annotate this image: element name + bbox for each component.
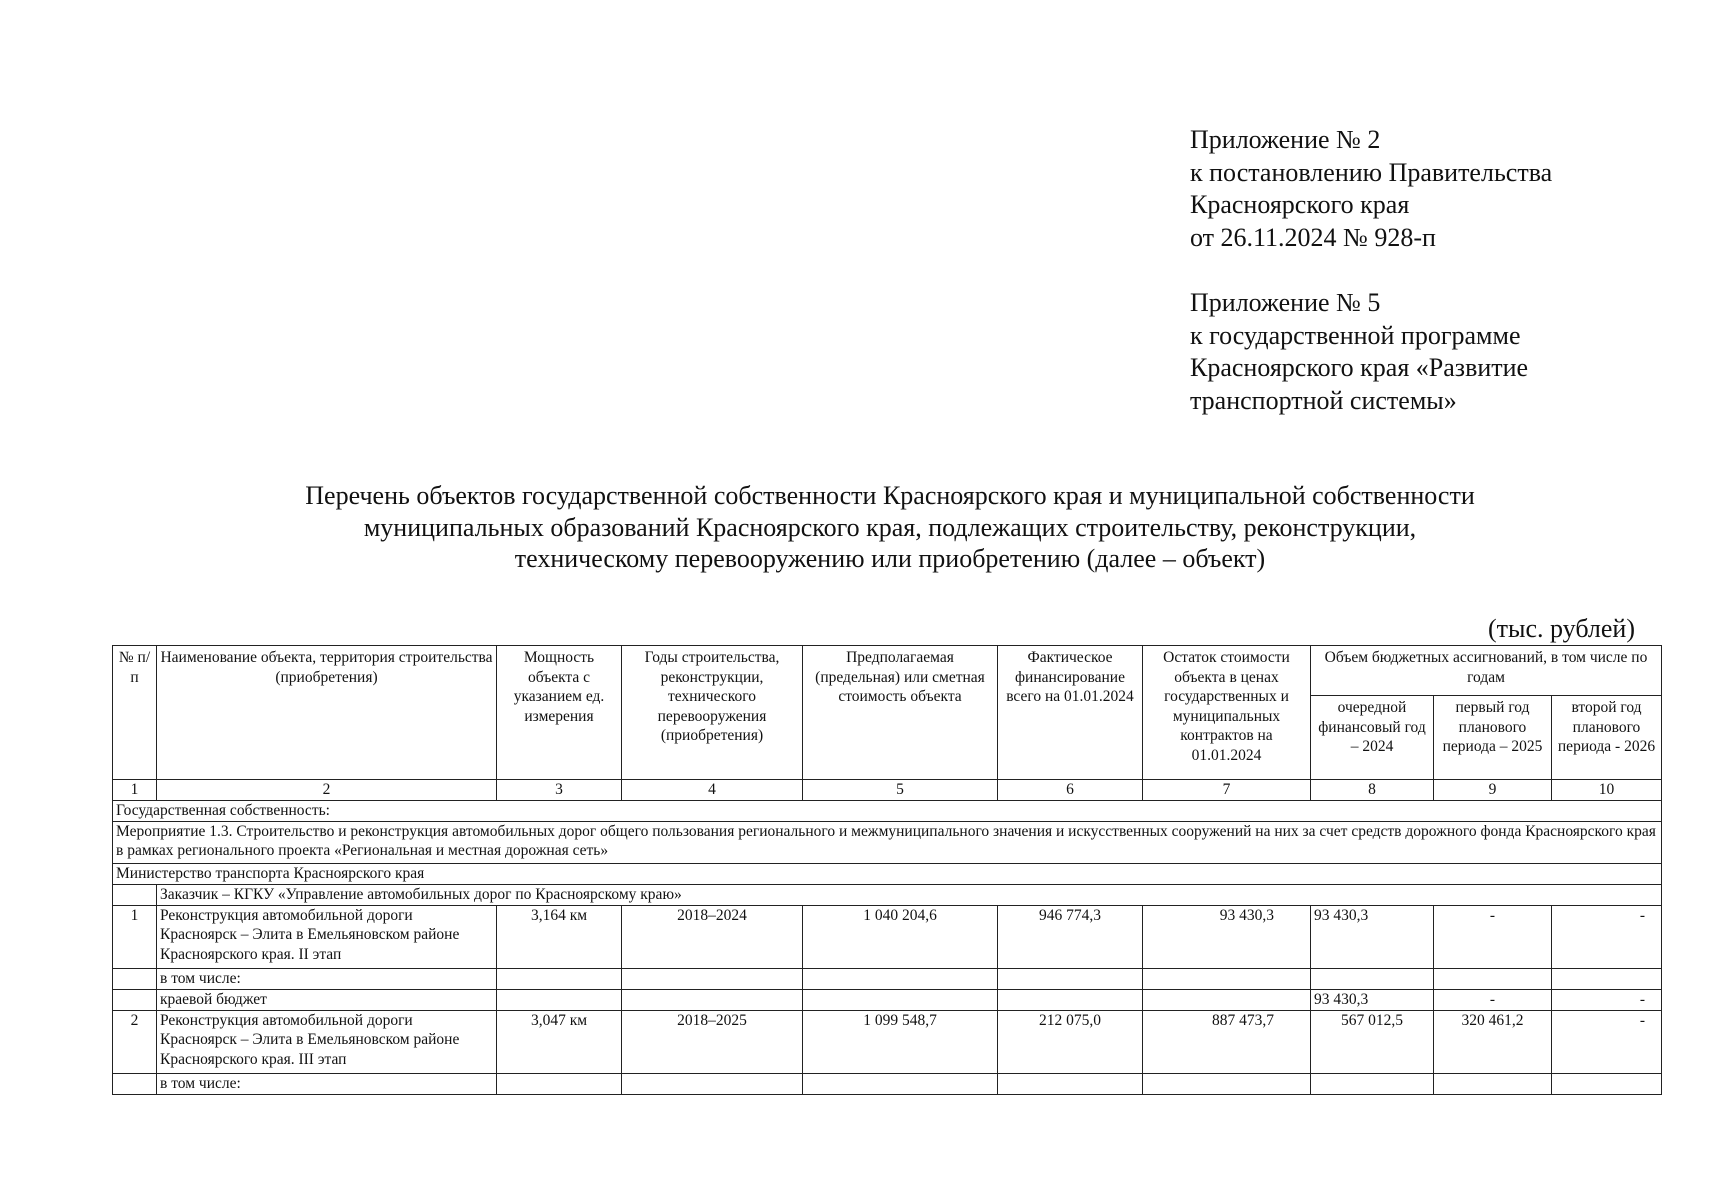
row-capacity: 3,047 км	[497, 1010, 622, 1073]
row-y2024: 93 430,3	[1311, 989, 1434, 1010]
empty-cell	[1143, 989, 1311, 1010]
row-y2025: 320 461,2	[1434, 1010, 1552, 1073]
empty-cell	[998, 1073, 1143, 1094]
section-row-measure	[113, 821, 1662, 863]
table-row	[113, 989, 1662, 1010]
empty-cell	[622, 989, 803, 1010]
header-budget-group: Объем бюджетных ассигнований, в том числе по годам	[1311, 646, 1662, 696]
section-customer: Заказчик – КГКУ «Управление автомобильных дорог по Красноярскому краю»	[157, 884, 1662, 905]
appendix-2-line: к государственной программе	[1190, 320, 1521, 350]
empty-cell	[803, 989, 998, 1010]
row-num: 1	[113, 905, 157, 968]
row-years: 2018–2024	[622, 905, 803, 968]
table-row	[113, 1010, 1662, 1073]
appendix-1-line: Приложение № 2	[1190, 125, 1381, 154]
empty-cell	[803, 1073, 998, 1094]
empty-cell	[1311, 968, 1434, 989]
column-number: 5	[803, 780, 998, 801]
empty-cell	[497, 968, 622, 989]
appendix-2-block	[1190, 287, 1528, 417]
appendix-2-line: Приложение № 5	[1190, 288, 1381, 317]
appendix-1-line: к постановлению Правительства	[1190, 157, 1553, 187]
section-row-ownership	[113, 800, 1662, 821]
appendix-1-line: от 26.11.2024 № 928-п	[1190, 222, 1436, 252]
column-number: 3	[497, 780, 622, 801]
row-estimated-cost: 1 099 548,7	[803, 1010, 998, 1073]
row-y2025: -	[1434, 905, 1552, 968]
column-number: 9	[1434, 780, 1552, 801]
row-name: Реконструкция автомобильной дороги Красноярск – Элита в Емельяновском районе Красноярского края. II этап	[157, 905, 497, 968]
row-y2025: -	[1434, 989, 1552, 1010]
header-row	[113, 646, 1662, 696]
row-y2026: -	[1552, 989, 1662, 1010]
row-y2024: 567 012,5	[1311, 1010, 1434, 1073]
header-year-2026: второй год планового периода - 2026	[1552, 696, 1662, 780]
section-row-customer	[113, 884, 1662, 905]
column-number: 1	[113, 780, 157, 801]
section-row-ministry	[113, 863, 1662, 884]
row-num: 2	[113, 1010, 157, 1073]
table-row	[113, 905, 1662, 968]
title-line: Перечень объектов государственной собственности Красноярского края и муниципальной собственности	[305, 481, 1475, 510]
empty-cell	[622, 1073, 803, 1094]
row-actual-financing: 946 774,3	[998, 905, 1143, 968]
row-capacity: 3,164 км	[497, 905, 622, 968]
column-number: 6	[998, 780, 1143, 801]
header-num: № п/п	[113, 646, 157, 780]
table-row	[113, 1073, 1662, 1094]
empty-cell	[622, 968, 803, 989]
row-estimated-cost: 1 040 204,6	[803, 905, 998, 968]
header-year-2024: очередной финансовый год – 2024	[1311, 696, 1434, 780]
empty-cell	[497, 1073, 622, 1094]
row-y2024: 93 430,3	[1311, 905, 1434, 968]
empty-cell	[113, 968, 157, 989]
empty-cell	[1143, 1073, 1311, 1094]
appendix-2-line: Красноярского края «Развитие	[1190, 353, 1529, 382]
row-name: в том числе:	[157, 1073, 497, 1094]
empty-cell	[113, 1073, 157, 1094]
empty-cell	[113, 989, 157, 1010]
empty-cell	[1434, 968, 1552, 989]
empty-cell	[497, 989, 622, 1010]
appendix-1-line: Красноярского края	[1190, 190, 1410, 219]
empty-cell	[113, 884, 157, 905]
column-number: 7	[1143, 780, 1311, 801]
document-title	[0, 480, 1719, 575]
header-years: Годы строительства, реконструкции, технического перевооружения (приобретения)	[622, 646, 803, 780]
header-estimated-cost: Предполагаемая (предельная) или сметная стоимость объекта	[803, 646, 998, 780]
units-label: (тыс. рублей)	[1487, 614, 1635, 643]
row-actual-financing: 212 075,0	[998, 1010, 1143, 1073]
section-ministry: Министерство транспорта Красноярского края	[113, 863, 1662, 884]
header-remaining-cost: Остаток стоимости объекта в ценах государственных и муниципальных контрактов на 01.01.2024	[1143, 646, 1311, 780]
objects-table	[112, 645, 1662, 1095]
row-years: 2018–2025	[622, 1010, 803, 1073]
column-number: 10	[1552, 780, 1662, 801]
header-capacity: Мощность объекта с указанием ед. измерения	[497, 646, 622, 780]
column-number-row	[113, 780, 1662, 801]
title-line: муниципальных образований Красноярского края, подлежащих строительству, реконструкции,	[363, 512, 1417, 542]
title-line: техническому перевооружению или приобретению (далее – объект)	[514, 544, 1266, 573]
empty-cell	[1552, 968, 1662, 989]
column-number: 2	[157, 780, 497, 801]
row-name: Реконструкция автомобильной дороги Красноярск – Элита в Емельяновском районе Красноярского края. III этап	[157, 1010, 497, 1073]
header-actual-financing: Фактическое финансирование всего на 01.01.2024	[998, 646, 1143, 780]
appendix-2-line: транспортной системы»	[1190, 385, 1457, 415]
column-number: 4	[622, 780, 803, 801]
header-name: Наименование объекта, территория строительства (приобретения)	[157, 646, 497, 780]
empty-cell	[1143, 968, 1311, 989]
empty-cell	[998, 968, 1143, 989]
empty-cell	[803, 968, 998, 989]
row-name: краевой бюджет	[157, 989, 497, 1010]
row-name: в том числе:	[157, 968, 497, 989]
empty-cell	[1434, 1073, 1552, 1094]
column-number: 8	[1311, 780, 1434, 801]
table-row	[113, 968, 1662, 989]
row-y2026: -	[1552, 905, 1662, 968]
empty-cell	[1311, 1073, 1434, 1094]
appendix-1-block	[1190, 124, 1552, 254]
empty-cell	[998, 989, 1143, 1010]
section-ownership: Государственная собственность:	[113, 800, 1662, 821]
row-remaining-cost: 887 473,7	[1143, 1010, 1311, 1073]
row-y2026: -	[1552, 1010, 1662, 1073]
header-year-2025: первый год планового периода – 2025	[1434, 696, 1552, 780]
empty-cell	[1552, 1073, 1662, 1094]
row-remaining-cost: 93 430,3	[1143, 905, 1311, 968]
section-measure: Мероприятие 1.3. Строительство и реконструкция автомобильных дорог общего пользования регионального и межмуниципального значения и искусственных сооружений на них за счет средств дорожного фонда Красноярского края в рамках регионального проекта «Региональная и местная дорожная сеть»	[113, 821, 1662, 863]
